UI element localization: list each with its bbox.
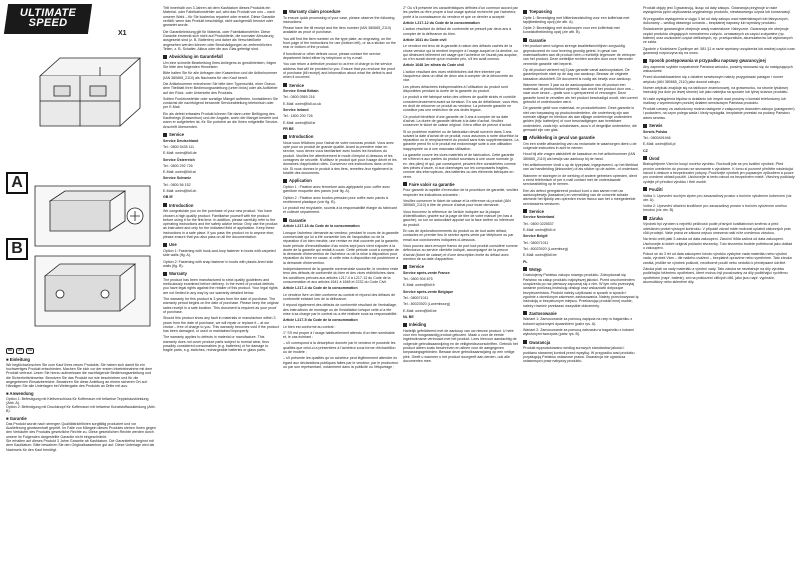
paragraph: Vous pouvez alors envoyer franco de port tout produit considéré comme défectueux au service clientèle indiqué, accompagné de la preuve d'achat (ticket de caisse) et d'une description écrite du défaut avec mention de sa date d'apparition.: [403, 243, 518, 261]
text-einleitung: Wir beglückwünschen Sie zum Kauf Ihres neuen Produkts. Sie haben sich damit für ein hochwertiges Produkt entschieden. Machen Sie sich vor der ersten Inbetriebnahme mit dem Produkt vertraut. Lesen Sie hierzu aufmerksam die nachfolgende Bedienungsanleitung und die Sicherheitshinweise. Benutzen Sie das Produkt nur wie beschrieben und für die angegebenen Einsatzbereiche. Bewahren Sie diese Anleitung an einem sicheren Ort auf. Händigen Sie alle Unterlagen bei Weitergabe des Produkts an Dritte mit aus.: [6, 362, 153, 389]
paragraph: 1° S'il est propre à l'usage habituellement attendu d'un bien semblable et, le cas échéant :: [283, 330, 395, 340]
heading-introduction-fr: Introduction: [283, 134, 399, 139]
service-be-nl: Service België: [523, 234, 548, 239]
paragraph: Hartelijk gefeliciteerd met de aankoop van uw nieuwe product. U hebt voor een hoogwaardig product gekozen. Maak u voor de eerste ingebruikname vertrouwd met het product. Lees hiervoor aandachtig de volgende gebruiksaanwijzing en de veiligheidsvoorschriften. Gebruik het product alleen zoals beschreven en alleen voor de aangegeven toepassingsgebieden. Bewaar deze gebruiksaanwijzing op een veilige plek. Geeft u wanneer u het product doorgeeft aan derden, ook alle documenten mee.: [403, 328, 518, 363]
paragraph: Het product werd volgens strenge kwaliteitsrichtlijnen zorgvuldig geproduceerd en voor levering grondig getest. In geval van materiaalfouten aan dit product hebt u rechtelijk tegenover de verkoper van het product. Deze wettelijke rechten worden door onze hieronder vermelde garantie niet beperkt.: [523, 44, 636, 66]
paragraph: Produkt uznany za uszkodzony można następnie z załączonym dowodem zakupu (paragonem) i podaniem, na czym polega wada i kiedy wystąpiła, bezpłatnie przesłać na podany Państwu adres serwisu.: [643, 107, 795, 120]
text-garantie: Das Produkt wurde nach strengen Qualitätsrichtlinien sorgfältig produziert und vor Auslieferung gewissenhaft geprüft. Im Falle von Mängeln dieses Produkts stehen Ihnen gegen den Verkäufer des Produkts gesetzliche Rechte zu. Diese gesetzlichen Rechte werden durch unsere im Folgenden dargestellte Garantie nicht eingeschränkt.: [6, 421, 156, 439]
paragraph: Na tento orbit platí 3 záruka od data zakoupení. Záruční lhůta začíná od data zakoupení. Uschovejte si dobře originál pokladní stvrzenky. Tuto stvrzenku budete potřebovat jako doklad o zakoupení.: [643, 237, 793, 250]
paragraph: Een als defect geregistreerd product kunt u dan samen met uw aankoopbewijs (kassabon) en vermelding van de concrete schade alsmede het tijdstip van optreden ervan franco aan het u meegedeelde serviceadres versturen.: [523, 188, 636, 206]
article-title: Article 1648 1er alinéa du Code civil: [403, 63, 465, 68]
paragraph: Please have the till receipt and the item number (IAN 380665_2110) available as proof of purchase.: [283, 26, 392, 35]
service-gb: Service Great Britain: [283, 89, 319, 94]
lang-badge-pl: PL: [523, 259, 528, 264]
paragraph: Przed skontaktowaniem się z działem serwisowym należy przygotować paragon i numer artykułu (IAN 380665_2110) jako dowód zakupu.: [643, 75, 784, 84]
paragraph: Les pièces détachées indispensables à l'utilisation du produit sont disponibles pendant la durée de la garantie du produit.: [403, 84, 508, 93]
heading-service: Service: [403, 264, 519, 269]
paragraph: Vous trouverez la référence de l'article indiquée sur la plaque d'identification, gravée sur la page de titre de votre manuel (en bas à gauche), ou sur un autocollant apposé sur la face arrière ou inférieure du produit.: [403, 209, 515, 227]
text-anwendung-2: Option 2: Befestigung mit Druckknopf für Kofferraum mit teilweise Kunststoffauskleidung (Abb. B).: [6, 405, 156, 414]
paragraph: Die Artikelnummer entnehmen Sie bitte dem Typenschild, einer Gravur, dem Titelblatt Ihrer Bedienungsanleitung (unten links) oder als Aufkleber auf der Rück- oder Unterseite des Produkts.: [163, 81, 278, 95]
paragraph: Výrobek byl vyroben s největší pečlivostí podle přísných kvalitativních směrnic a před odesláním prošel výstupní kontrolou. V případě závad máte možnost uplatnit zákonných práv vůči prodejci. Vaše práva ze zákona nejsou omezená naší níže uvedenou zárukou.: [643, 222, 792, 235]
service-de: Service Deutschland: [163, 138, 199, 143]
heading-inleiding: Inleiding: [403, 322, 519, 327]
paragraph: Option 1: Fastening with hook-and-loop fastener in boots with carpeted side walls (fig. A).: [163, 248, 276, 258]
paragraph: Le produit a été fabriqué selon des critères de qualité stricts et contrôlé consciencieusement avant sa livraison. En cas de défaillance, vous êtes en droit de retourner ce produit au vendeur. La présente garantie ne constitue pas une restriction de vos droits légaux.: [403, 95, 518, 113]
service-be-tel2: Tel.: 80023920 (Luxembourg): [403, 302, 450, 307]
heading-introduction: Introduction: [163, 203, 279, 208]
service-ie-mail: E-Mail: owim@lidl.ie: [283, 120, 316, 125]
article-title: Article L217-16 du Code de la consommation: [283, 224, 360, 229]
column-de: [6, 348, 156, 562]
paragraph: Lorsque l'acheteur demande au vendeur, pendant le cours de la garantie commerciale qui lui a été consentie lors de l'acquisition ou de la réparation d'un bien meuble, une remise en état couverte par la garantie, toute période d'immobilisation d'au moins sept jours vient s'ajouter à la durée de la garantie qui restait à courir. Cette période court à compter de la demande d'intervention de l'acheteur ou de la mise à disposition pour réparation du bien en cause, si cette mise à disposition est postérieure à la demande d'intervention.: [283, 230, 399, 265]
text-garantie-2: Sie erhalten auf dieses Produkt 3 Jahre Garantie ab Kaufdatum. Die Garantiefrist beginnt mit dem Kaufdatum. Bitte bewahren Sie den Originalkassenbon gut auf. Diese Unterlage wird als Nachweis für den Kauf benötigt.: [6, 439, 155, 452]
paragraph: Produkt objęty jest 3 gwarancją, licząc od daty zakupu. Gwarancja przyjmuje w razie wystąpienia pętni użytkowania oryginalnego produktu, niewłaściwego użycia lub konserwacji.: [643, 6, 791, 15]
paragraph: Wariant 2: Zamocowanie za pomocą zatrzasku w bagażniku z bokami wyłożonymi tworzywa (patrz rys. B).: [523, 328, 634, 337]
column-5: [643, 6, 795, 562]
figure-b-label: B: [6, 238, 28, 260]
paragraph: 2° Ou s'il présente les caractéristiques définies d'un commun accord par les parties ou être propre à tout usage spécial recherché par l'acheteur, porté à la connaissance du vendeur et que ce dernier a accepté.: [403, 6, 518, 19]
quantity-label: X1: [118, 30, 127, 37]
heading-sposob: Sposób postępowania w przypadku naprawy gwarancyjnej: [643, 58, 795, 63]
brand-logo: [4, 4, 92, 34]
paragraph: Le vendeur livre un bien conforme au contrat et répond des défauts de conformité existant lors de la délivrance.: [283, 292, 396, 301]
paragraph: Bitte halten Sie für alle Anfragen den Kassenbon und die Artikelnummer (IAN 380665_2110) als Nachweis für den Kauf bereit.: [163, 71, 278, 80]
heading-serwis: Serwis: [643, 123, 795, 128]
service-fr-tel: Tel.: 0800 904 875: [403, 277, 433, 281]
service-be-tel: Tel.: 080071011: [403, 295, 429, 300]
paragraph: Volba 1: Upevnění suchým zipem pro zavazadlový prostor s bočním vyložením kobercem (viz obr. A).: [643, 193, 792, 202]
paragraph: Gratulujemy Państwu zakupu nowego produktu. Zdecydowali się Państwo na zakup produktu najwyższej jakości. Przed uruchomieniem urządzenia po raz pierwszy zapoznaj się z nim. W tym celu przeczytaj uważnie poniższą instrukcję obsługi oraz wskazówki dotyczące bezpieczeństwa. Produkt należy użytkować w sposób w sposób i zgodnie z określonym zakresem zastosowania. Należy przechowywać tę instrukcję w bezpiecznym miejscu. Przekazując produkt innej osobie, należy również przekazać wszystkie dokumenty.: [523, 273, 639, 308]
heading-service: Service: [523, 209, 639, 214]
service-ch: Service Schweiz: [163, 176, 191, 181]
service-nl-mail: E-Mail: owim@lidl.nl: [523, 228, 556, 232]
paragraph: Um eine schnelle Bearbeitung Ihres Anliegens zu gewährleisten, folgen Sie bitte den folgenden Hinweisen:: [163, 60, 277, 69]
heading-zastosowanie: Zastosowanie: [523, 311, 639, 316]
paragraph: L'action résultant du défaut de conformité se prescrit par deux ans à compter de la délivrance du bien.: [403, 27, 512, 36]
heading-gwarancja: Gwarancja: [523, 340, 639, 345]
paragraph: L'action résultant des vices rédhibitoires doit être intentée par l'acquéreur dans un délai de deux ans à compter de la découverte du vice.: [403, 69, 514, 83]
paragraph: Le vendeur est tenu de la garantie à raison des défauts cachés de la chose vendue qui la rendent impropre à l'usage auquel on la destine, ou qui diminuent tellement cet usage que l'acheteur ne l'aurait pas acquise, ou n'en aurait donné qu'un moindre prix, s'il les avait connus.: [403, 44, 518, 62]
heading-garantie-nl: Garantie: [523, 38, 639, 43]
service-fr-mail: E-Mail: owim@lidl.fr: [403, 283, 435, 288]
heading-faire-valoir: Faire valoir sa garantie: [403, 182, 519, 187]
heading-warranty: Warranty: [163, 271, 279, 276]
heading-service: Service: [283, 83, 399, 88]
lang-badge-nl: NL BE: [403, 314, 414, 319]
lang-badge: DE: [8, 348, 13, 352]
paragraph: Świadczenie gwarancyjne obejmuje wady materiałowe i fabryczne. Gwarancja nie obejmuje części produktu ulegających normalnemu zużyciu, uznawanych za części zużywalne (np. baterie) oraz uszkodzeń części delikatnych, np. przełączników, akumulatorów lub wykonanych ze szkła.: [643, 27, 793, 45]
paragraph: You will find the item number on the type plate, an engraving, on the front page of the instructions for use (bottom left), or as a sticker on the rear or bottom of the product.: [283, 36, 396, 50]
figure-a-label: A: [6, 172, 28, 194]
heading-garantie: ■ Garantie: [6, 415, 27, 421]
service-nl: Service Nederland: [523, 215, 555, 220]
paragraph: Indépendamment de la garantie commerciale souscrite, le vendeur reste tenu des défauts de conformité du bien et des vices rédhibitoires dans les conditions prévues aux articles L217-4 à L217-13 du Code de la consommation et aux articles 1641 à 1648 et 2232 du Code Civil.: [283, 267, 399, 285]
heading-afwikkeling: Afwikkeling in geval van garantie: [523, 135, 639, 140]
heading-toepassing: Toepassing: [523, 9, 639, 14]
paragraph: Pokud se do 3 let od data zakoupení tohoto výrobku vyskytne vada materiálu nebo výrobní vada, výrobek Vám – dle našeho uvážení – bezplatně opravíme nebo vyměníme. Tato záruka zaniká, jestliže se výrobek poškodí, neodborně použil nebo nedošlo k předepsané údržbě.: [643, 252, 792, 265]
service-be-mail: E-Mail: owim@lidl.be: [403, 308, 437, 313]
paragraph: Option 2 : Fixation avec bouton-pression pour coffre avec parois à revêtement plastique (voir fig. B).: [283, 195, 389, 204]
lang-badge-gb: GB IE: [163, 195, 173, 200]
paragraph: Záruka platí na vady materiálu a výrobní vady. Tato záruka se nevztahuje na díly výrobku podléhající běžnému opotřebení, které mohou být považovány za díly podléhající rychlému opotřebení (např. baterie), ani na poškození citlivých dílů, jako jsou např. vypínače, akumulátory nebo skleněné díly.: [643, 267, 788, 285]
service-ch-mail: E-Mail: owim@lidl.ch: [163, 189, 197, 194]
paragraph: Het artikelnummer vindt u op de typeplaat, ingegraveerd, op het titelblad van uw handleiding (linksonder) of als sticker op de achter- of onderkant.: [523, 163, 639, 172]
paragraph: W razie wystąpienia błędów w działaniu lub innych wad prosimy o kontakt telefoniczny lub mailowy z wymienionym poniżej działem serwisowym Państwa produktu.: [643, 96, 786, 105]
heading-pouziti: Použití: [643, 187, 795, 192]
paragraph: Numer artykułu znajduje się na tabliczce znamionowej, na grawerunku, na stronie tytułowej instrukcji (na dole po lewej stronie) lub jako naklejka na spodzie lub tylnej ściance produktu.: [643, 85, 789, 95]
brand-logo-text: ULTIMATE SPEED: [19, 7, 77, 29]
recycle-note: Le produit est recyclable, soumis à la responsabilité élargie du fabricant et collecté séparément.: [283, 206, 397, 215]
service-be: Service après-vente Belgique: [403, 289, 454, 294]
paragraph: W przypadku wystąpienia w ciągu 3 lat od daty zakupu wad materiałowych lub fabrycznych, dokonamy – według własnego uznania – bezpłatnej naprawy lub wymiany produktu.: [643, 16, 789, 25]
heading-garantie-fr: Garantie: [283, 218, 399, 223]
service-ie: Service Ireland: [283, 108, 309, 113]
paragraph: En cas de dysfonctionnements du produit ou de tout autre défaut, contactez en premier lieu le service après-vente par téléphone ou par email aux coordonnées indiquées ci-dessous.: [403, 228, 514, 242]
language-badges: [6, 348, 156, 354]
service-pl: Serwis Polska: [643, 129, 668, 134]
paragraph: Die Garantieleistung gilt für Material- oder Fabrikationsfehler. Diese Garantie erstreckt sich nicht auf Produktteile, die normaler Abnutzung ausgesetzt sind (z. B. Batterien) und daher als Verschleißteile angesehen werden können oder Beschädigungen an zerbrechlichen Teilen, z. B. Schalter, Akkus oder die aus Glas gefertigt sind.: [163, 29, 274, 51]
paragraph: If functional or other defects occur, please contact the service department listed either by telephone or by e-mail.: [283, 51, 381, 61]
paragraph: Wanneer er storingen in de werking of andere gebreken optreden, dient u eerst telefonisch of per e-mail contact met de onderstaande serviceafdeling op te nemen.: [523, 173, 637, 187]
heading-anwendung: ■ Anwendung: [6, 390, 34, 396]
paragraph: Should this product show any fault in materials or manufacture within 3 years from the date of purchase, we will repair or replace it – at our choice – free of charge to you. This warranty becomes void if the product has been damaged, or used or maintained improperly.: [163, 316, 279, 334]
lang-badge: CH: [27, 348, 33, 352]
paragraph: We congratulate you on the purchase of your new product. You have chosen a high quality product. Familiarise yourself with the product before using it for the first time. In addition, please carefully refer to the operating instructions and the safety advice below. Only use the product as instructed and only for the indicated field of application. Keep these instructions in a safe place. If you pass the product on to anyone else, please ensure that you also pass on all the documentation.: [163, 209, 278, 240]
service-ie-tel: Tel.: 1800 200 726: [283, 114, 313, 119]
service-be-nl-mail: E-Mail: owim@lidl.be: [523, 253, 557, 258]
heading-use: Use: [163, 242, 279, 247]
heading-einleitung: ■ Einleitung: [6, 356, 30, 362]
paragraph: Si un problème matériel ou de fabrication devait survenir dans 3 ans suivant la date d'achat de ce produit, nous assurons à notre discrétion la réparation ou le remplacement du produit sans frais supplémentaires. La garantie prend fin si le produit est endommagé suite à une utilisation inappropriée ou à une mauvaise utilisation.: [403, 129, 519, 151]
paragraph: Zgodnie z Kodeksem Cywilnym art. 581 §1 w razie wymiany urządzenia lub wadnej części czas gwarancji rozpoczyna się na nowo.: [643, 46, 795, 55]
paragraph: Tritt innerhalb von 3 Jahren ab dem Kaufdatum dieses Produkts ein Material- oder Fabrikationsfehler auf, wird das Produkt von uns – nach unserer Wahl – für Sie kostenlos repariert oder ersetzt. Diese Garantie verfällt, wenn das Produkt beschädigt, nicht sachgemäß benutzt oder gewartet wurde.: [163, 6, 276, 28]
service-at-mail: E-Mail: owim@lidl.at: [163, 170, 196, 175]
heading-warranty-claim: Warranty claim procedure: [283, 9, 399, 14]
paragraph: Option 2: Fastening with snap fastener in boots with plastic-lined side walls (fig. B).: [163, 259, 274, 268]
service-at-tel: Tel.: 0800 292 726: [163, 163, 193, 168]
service-pl-tel: Tel.: 0800491946: [643, 135, 671, 140]
heading-application: Application: [283, 178, 399, 183]
paragraph: Volba 2: Upevnění stlačení knoflíkem pro zavazadlový prostor s bočním vyložením umělou hmotou (viz obr. B).: [643, 204, 787, 213]
lang-badge-fr: FR BE: [283, 127, 294, 131]
article-title: Article L217-12 du Code de la consommation: [403, 20, 480, 25]
paragraph: Sollten Funktionsfehler oder sonstige Mängel auftreten, kontaktieren Sie zunächst die nachfolgend benannte Serviceabteilung telefonisch oder per E-Mail.: [163, 96, 278, 110]
paragraph: Wanneer binnen 3 jaar na de aankoopdatum van dit product een materiaal- of productiefout optreedt, dan wordt het product door ons – naar onze keuze – gratis voor u gerepareerd of vervangen. Deze garantie komt te vervallen als het product beschadigd wordt, niet correct gebruikt of onderhouden werd.: [523, 82, 638, 105]
column-1: [163, 6, 279, 562]
lang-badge: AT: [18, 348, 22, 352]
heading-wstep: Wstęp: [523, 267, 639, 272]
service-pl-mail: E-Mail: owim@lidl.pl: [643, 142, 676, 147]
paragraph: To ensure quick processing of your case, please observe the following instructions:: [283, 15, 395, 24]
service-de-tel: Tel.: 0800 5435 111: [163, 144, 195, 149]
paragraph: Blahopřejeme Vám ke koupi nového výrobku. Rozhodli jste se pro kvalitní výrobek. Před prvním uvedením do provozu se seznamte s výrobkem. K tomu si pozorně přečtěte následující návod k obsluze a bezpečnostní pokyny. Používejte výrobek jen popsaným způsobem a pouze pro uvedené oblasti použití. Uschovejte si tento návod na bezpečném místě. Všechny podklady vydejte při předání výrobku i třetí osobě.: [643, 162, 795, 184]
paragraph: La garantie couvre les vices matériels et de fabrication. Cette garantie ne s'étend ni aux parties du produit soumises à une usure normale (p. ex. des piles) et qui, par conséquent, peuvent être considérées comme des pièces d'usure, ni aux dommages sur les composants fragiles, comme des interrupteurs, des batteries ou des éléments fabriqués en verre.: [403, 153, 516, 179]
paragraph: The warranty for this product is 3 years from the date of purchase. The warranty period begins on the date of purchase. Please keep the original sales receipt in a safe location. This document is required as your proof of purchase.: [163, 296, 279, 314]
paragraph: Option 1 : Fixation avec fermeture auto-agrippante pour coffre avec garniture moquette des parois (voir fig. A).: [283, 184, 391, 194]
heading-zaruka: Záruka: [643, 216, 795, 221]
product-illustration: [30, 36, 160, 336]
paragraph: Wariant 1: Zamocowanie za pomocą zapięcia na rzep w bagażniku z bokami wyłożonymi dywanikiem (patrz rys. A).: [523, 317, 633, 326]
heading-uvod: Úvod: [643, 156, 795, 161]
paragraph: – s'il correspond à la description donnée par le vendeur et possède les qualités que celui-ci a présentées à l'acheteur sous forme d'échantillon ou de modèle ;: [283, 341, 396, 355]
paragraph: Produkt wyprodukowano według surowych standardów jakości i poddano starannej kontroli przed wysyłką. W przypadku wad produktu przysługują Państwu ustawowe prawa. Gwarancja nie ogranicza ustawowych praw nabywcy produktu.: [523, 346, 635, 364]
paragraph: Optie 1: Bevestiging met klittenbandsluiting voor een kofferbak met tapijtbekleding opzij (zie afb. A).: [523, 15, 630, 24]
paragraph: Houd bij alle vragen alstublieft de kassabon en het artikelnummer (IAN 380665_2110) als bewijs van aankoop bij de hand.: [523, 152, 636, 161]
service-be-nl-tel2: Tel.: 80023920 (Luxemburg): [523, 246, 568, 251]
column-3: [403, 6, 519, 562]
paragraph: Op dit product verleent wij 3 jaar garantie vanaf aankoopdatum. De garantieperiode start op de dag van aankoop. Bewaar de originele kassabon alstublieft. Dit document is nodig als bewijs voor aankoop.: [523, 67, 632, 81]
paragraph: The product has been manufactured to strict quality guidelines and meticulously examined before delivery. In the event of product defects you have legal rights against the retailer of this product. Your legal rights are not limited in any way by our warranty detailed below.: [163, 277, 278, 295]
paragraph: Optie 2: Bevestiging met drukknopen voor een kofferbak met kunststofbekleding opzij (zie afb. B).: [523, 26, 620, 35]
paragraph: The warranty applies to defects in material or manufacture. This warranty does not cover product parts subject to normal wear, thus possibly considered consumables (e.g. batteries) or for damage to fragile parts, e.g. switches, rechargeable batteries or glass parts.: [163, 335, 270, 353]
article-title: Article L217-5 du Code de la consommation: [283, 318, 358, 323]
lang-badge-cz: CZ: [643, 148, 648, 153]
article-title: Article L217-4 du Code de la consommation: [283, 286, 358, 291]
paragraph: Il répond également des défauts de conformité résultant de l'emballage, des instructions de montage ou de l'installation lorsque celle-ci a été mise à sa charge par le contrat ou a été réalisée sous sa responsabilité.: [283, 303, 398, 316]
paragraph: Le bien est conforme au contrat :: [283, 324, 336, 329]
service-gb-mail: E-Mail: owim@lidl.co.uk: [283, 101, 322, 106]
column-4: [523, 6, 639, 562]
paragraph: Om een snelle afhandeling van uw reclamatie te waarborgen dient u de volgende instructies in acht te nemen:: [523, 141, 637, 151]
paragraph: Nous vous félicitons pour l'achat de votre nouveau produit. Vous avez opté pour un produit de grande qualité. Avant la première mise en service, vous devez vous familiariser avec toutes les fonctions du produit. Veuillez lire attentivement le mode d'emploi ci-dessous et les consignes de sécurité. N'utilisez le produit que pour l'usage décrit et les domaines d'application cités. Conservez ces instructions dans un lieu sûr. Si vous donnez le produit à des tiers, remettez-leur également la totalité des documents.: [283, 140, 397, 176]
column-2: [283, 6, 399, 562]
service-gb-tel: Tel.: 0800 0569 216: [283, 95, 315, 100]
paragraph: De garantie geldt voor materiaal- en productiefouten. Deze garantie is niet van toepassing op productonderdelen, die onderhevig zijn aan normale slijtage en hierdoor als aan slijtage onderhevige onderdelen gelden (bijv. batterijen) of voor beschadigingen aan breekbare onderdelen, zoals bijv. schakelaars, accu's of dergelijke onderdelen, die gemaakt zijn van glas.: [523, 106, 637, 132]
service-at: Service Österreich: [163, 157, 195, 162]
service-nl-tel: Tel.: 0800 0225537: [523, 221, 554, 226]
heading-service: Service: [163, 132, 279, 137]
paragraph: Veuillez conserver le ticket de caisse et la référence du produit (IAN 380665_2110) à titre de preuve d'achat pour toute demande.: [403, 199, 511, 208]
article-title: Article 1641 du Code civil: [403, 37, 447, 42]
paragraph: You can return a defective product to us free of charge to the service address that will be provided to you. Ensure that you enclose the proof of purchase (till receipt) and information about what the defect is and when it occurred.: [283, 62, 396, 80]
text-anwendung-1: Option 1: Befestigung mit Klettverschluss für Kofferraum mit teilweise Teppichauskleidung (Abb. A).: [6, 396, 149, 405]
service-be-nl-tel: Tel.: 080071011: [523, 240, 549, 245]
paragraph: Aby zapewnić szybkie rozpatrzenie Państwa wniosku, prosimy stosować się do następujących wskazówek:: [643, 64, 793, 73]
paragraph: Ein als defekt erfasstes Produkt können Sie dann unter Beifügung des Kaufbelegs (Kassenbon) und der Angabe, worin der Mangel besteht und wann er aufgetreten ist, für Sie portofrei an die Ihnen mitgeteilte Service-Anschrift übersenden.: [163, 111, 279, 129]
service-de-mail: E-Mail: owim@lidl.de: [163, 151, 197, 156]
service-ch-tel: Tel.: 0800 56 152: [163, 182, 191, 187]
paragraph: Ce produit bénéficie d'une garantie de 3 ans à compter de sa date d'achat. La durée de garantie débute à la date d'achat. Veuillez conserver le ticket de caisse original. Il fera office de preuve d'achat.: [403, 114, 512, 128]
paragraph: Pour garantir la rapidité d'exécution de la procédure de garantie, veuillez respecter les indications suivantes :: [403, 188, 519, 197]
heading-abwicklung: Abwicklung im Garantiefall: [163, 54, 279, 59]
paragraph: – s'il présente les qualités qu'un acheteur peut légitimement attendre eu égard aux déclarations publiques faites par le vendeur, par le producteur ou par son représentant, notamment dans la publicité ou l'étiquetage ;: [283, 356, 399, 370]
service-fr: Service après-vente France: [403, 270, 450, 275]
